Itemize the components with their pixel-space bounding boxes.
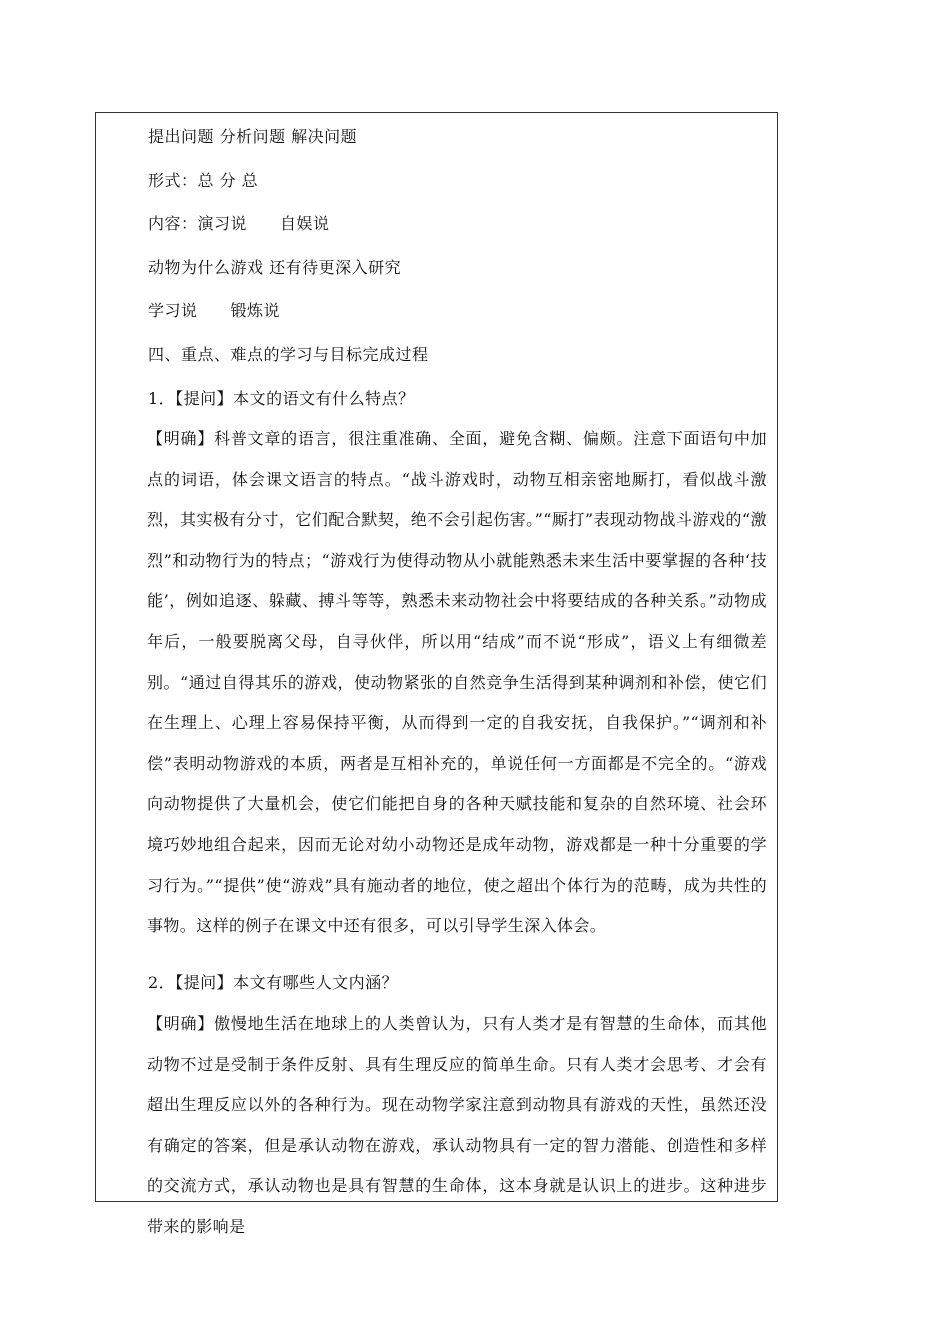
question-2: 2．【提问】本文有哪些人文内涵？ [148,973,399,992]
question-1: 1．【提问】本文的语文有什么特点？ [148,389,415,408]
text-line-3: 内容：演习说 自娱说 [148,214,330,233]
text-line-1: 提出问题 分析问题 解决问题 [148,127,358,146]
answer-1-paragraph [147,419,767,947]
text-line-2: 形式：总 分 总 [148,171,259,190]
answer-1-text: 【明确】科普文章的语言，很注重准确、全面，避免含糊、偏颇。注意下面语句中加点的词语，体会课文语言的特点。“战斗游戏时，动物互相亲密地厮打，看似战斗激烈，其实极有分寸，它们配合默契，绝不会引起伤害。”“厮打”表现动物战斗游戏的“激烈”和动物行为的特点；“游戏行为使得动物从小就能熟悉未来生活中要掌握的各种‘技能’，例如追逐、躲藏、搏斗等等，熟悉未来动物社会中将要结成的各种关系。”动物成年后，一般要脱离父母，自寻伙伴，所以用“结成”而不说“形成”，语义上有细微差别。“通过自得其乐的游戏，使动物紧张的自然竞争生活得到某种调剂和补偿，使它们在生理上、心理上容易保持平衡，从而得到一定的自我安抚，自我保护。”“调剂和补偿”表明动物游戏的本质，两者是互相补充的，单说任何一方面都是不完全的。“游戏向动物提供了大量机会，使它们能把自身的各种天赋技能和复杂的自然环境、社会环境巧妙地组合起来，因而无论对幼小动物还是成年动物，游戏都是一种十分重要的学习行为。”“提供”使“游戏”具有施动者的地位，使之超出个体行为的范畴，成为共性的事物。这样的例子在课文中还有很多，可以引导学生深入体会。 [147,429,767,936]
answer-2-text: 【明确】傲慢地生活在地球上的人类曾认为，只有人类才是有智慧的生命体，而其他动物不过是受制于条件反射、具有生理反应的简单生命。只有人类才会思考、才会有超出生理反应以外的各种行为。现在动物学家注意到动物具有游戏的天性，虽然还没有确定的答案，但是承认动物在游戏，承认动物具有一定的智力潜能、创造性和多样的交流方式，承认动物也是具有智慧的生命体，这本身就是认识上的进步。这种进步带来的影响是 [147,1014,767,1236]
text-line-4: 动物为什么游戏 还有待更深入研究 [148,258,402,277]
answer-2-paragraph [147,1004,767,1248]
section-heading: 四、重点、难点的学习与目标完成过程 [148,345,429,364]
text-line-5: 学习说 锻炼说 [148,301,281,320]
